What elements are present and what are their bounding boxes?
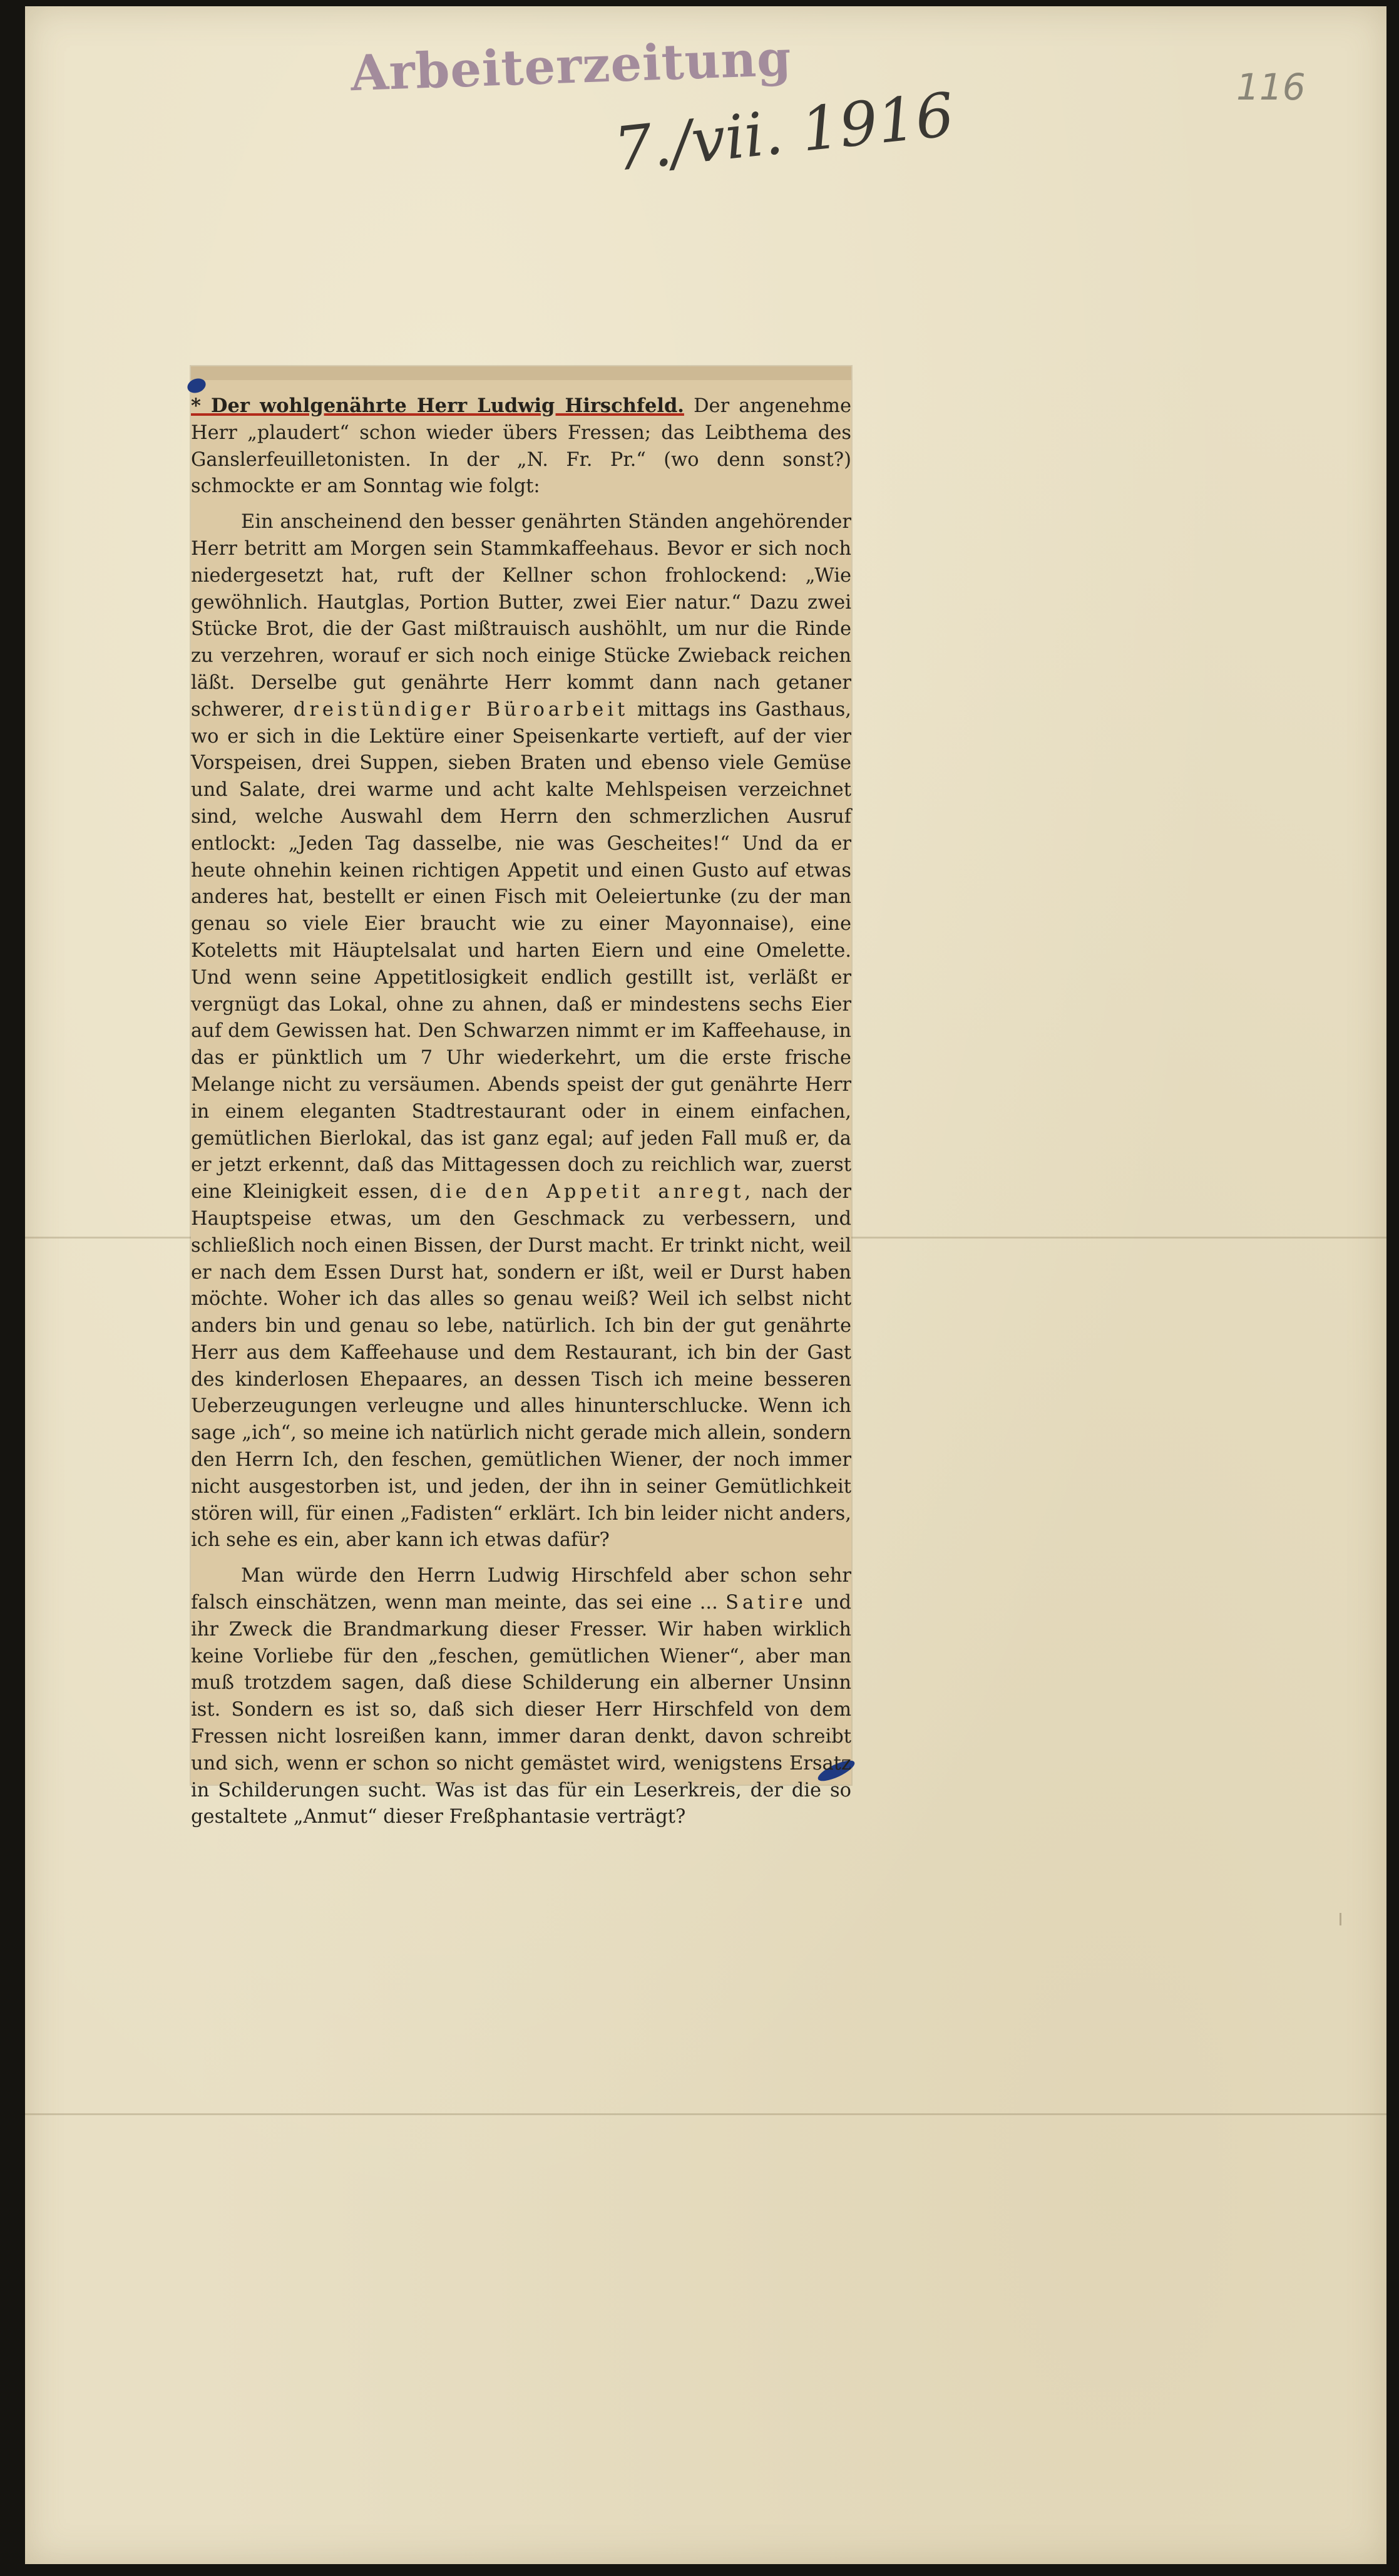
- quote-text: , nach der Hauptspeise etwas, um den Geschmack zu verbessern, und schließlich noch einen Bissen, der Durst macht. Er trinkt nicht, weil er nach dem Essen Durst hat, sondern er ißt, weil er Durst haben möchte. Woher ich das alles so genau weiß? Weil ich selbst nicht anders bin und genau so lebe, natürlich. Ich bin der gut genährte Herr aus dem Kaffeehause und dem Restaurant, ich bin der Gast des kinderlosen Ehepaares, an dessen Tisch ich meine besseren Ueberzeugungen verleugne und alles hinunterschlucke. Wenn ich sage „ich“, so meine ich natürlich nicht gerade mich allein, sondern den Herrn Ich, den feschen, gemütlichen Wiener, der noch immer nicht ausgestorben ist, und jeden, der ihn in seiner Gemütlichkeit stören will, für einen „Fadisten“ erklärt. Ich bin leider nicht anders, ich sehe es ein, aber kann ich etwas dafür?: [191, 1181, 851, 1552]
- folio-number: 116: [1236, 66, 1306, 108]
- quote-text: mittags ins Gasthaus, wo er sich in die Lektüre einer Speisenkarte vertieft, auf der vier Vorspeisen, drei Suppen, sieben Braten und ebenso viele Gemüse und Salate, drei warme und acht kalte Mehlspeisen verzeichnet sind, welche Auswahl dem Herrn den schmerzlichen Ausruf entlockt: „Jeden Tag dasselbe, nie was Gescheites!“ Und da er heute ohnehin keinen richtigen Appetit und einen Gusto auf etwas anderes hat, bestellt er einen Fisch mit Oeleiertunke (zu der man genau so viele Eier braucht wie zu einer Mayonnaise), eine Koteletts mit Häuptelsalat und harten Eiern und eine Omelette. Und wenn seine Appetitlosigkeit endlich gestillt ist, verläßt er vergnügt das Lokal, ohne zu ahnen, daß er mindestens sechs Eier auf dem Gewissen hat. Den Schwarzen nimmt er im Kaffeehause, in das er pünktlich um 7 Uhr wiederkehrt, um die erste frische Melange nicht zu versäumen. Abends speist der gut genährte Herr in einem eleganten Stadtrestaurant oder in einem einfachen, gemütlichen Bierlokal, das ist ganz egal; auf jeden Fall muß er, da er jetzt erkennt, daß das Mittagessen doch zu reichlich war, zuerst eine Kleinigkeit essen,: [191, 698, 851, 1203]
- article-body: [191, 393, 851, 1831]
- newspaper-clipping: [191, 366, 852, 1828]
- newspaper-stamp: Arbeiterzeitung: [349, 29, 793, 103]
- article-intro-paragraph: [191, 393, 851, 500]
- paper-mark: [1340, 1913, 1341, 1925]
- article-intro: Der angenehme Herr „plaudert“ schon wieder übers Fressen; das Leibthema des Ganslerfeuilletonisten. In der „N. Fr. Pr.“ (wo denn sonst?) schmockte er am Sonntag wie folgt:: [191, 395, 851, 498]
- closing-text: und ihr Zweck die Brandmarkung dieser Fresser. Wir haben wirklich keine Vorliebe für den „feschen, gemütlichen Wiener“, aber man muß trotzdem sagen, daß diese Schilderung ein alberner Unsinn ist. Sondern es ist so, daß sich dieser Herr Hirschfeld von dem Fressen nicht losreißen kann, immer daran denkt, davon schreibt und sich, wenn er schon so nicht gemästet wird, wenigstens Ersatz in Schilderungen sucht. Was ist das für ein Leserkreis, der die so gestaltete „Anmut“ dieser Freßphantasie verträgt?: [191, 1592, 852, 1828]
- closing-text: Man würde den Herrn Ludwig Hirschfeld aber schon sehr falsch einschätzen, wenn man meinte, das sei eine ...: [191, 1565, 851, 1614]
- clipping-torn-edge: [191, 366, 851, 380]
- closing-emphasis: Satire: [725, 1592, 807, 1614]
- quote-emphasis: die den Appetit anregt: [429, 1181, 745, 1203]
- article-headline: * Der wohlgenährte Herr Ludwig Hirschfeld.: [191, 394, 684, 417]
- closing-paragraph: [191, 1563, 851, 1831]
- fold-line: [25, 2113, 1386, 2115]
- handwritten-date: 7./vii. 1916: [610, 79, 958, 185]
- quote-emphasis: dreistündiger Büroarbeit: [293, 698, 629, 721]
- quoted-passage: [191, 509, 851, 1554]
- quote-text: Ein anscheinend den besser genährten Ständen angehörender Herr betritt am Morgen sein Stammkaffeehaus. Bevor er sich noch niedergesetzt hat, ruft der Kellner schon frohlockend: „Wie gewöhnlich. Hautglas, Portion Butter, zwei Eier natur.“ Dazu zwei Stücke Brot, die der Gast mißtrauisch aushöhlt, um nur die Rinde zu verzehren, worauf er sich noch einige Stücke Zwieback reichen läßt. Derselbe gut genährte Herr kommt dann nach getaner schwerer,: [191, 511, 851, 721]
